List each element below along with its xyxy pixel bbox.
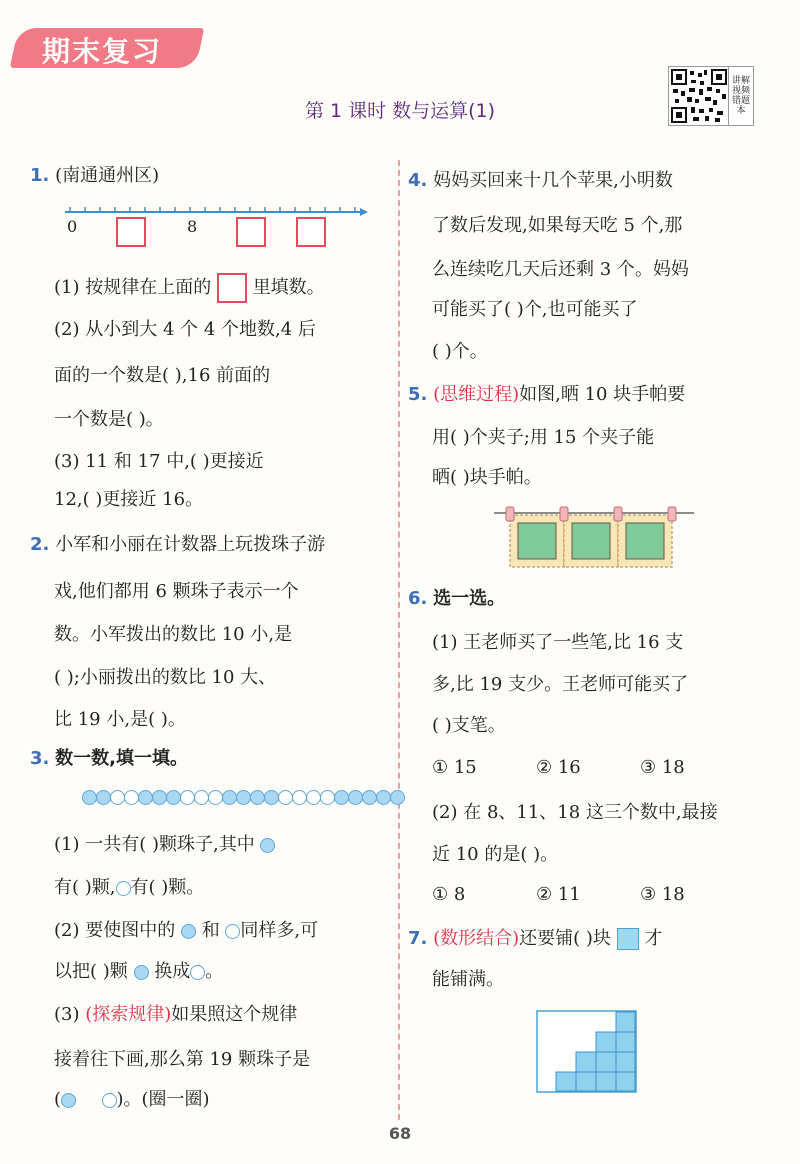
q2-line3: 数。小军拨出的数比 10 小,是 [54, 624, 293, 645]
q1-part2-line2: 面的一个数是( ),16 前面的 [54, 365, 271, 386]
q2-line1 [30, 535, 325, 555]
filled-bead-choice[interactable] [61, 1093, 76, 1108]
q5-text1: 如图,晒 10 块手帕要 [519, 384, 686, 405]
q6-number: 6. [408, 588, 428, 609]
q4-line5: ( )个。 [432, 341, 488, 362]
filled-bead [348, 790, 363, 805]
q1-part3-line2: 12,( )更接近 16。 [54, 489, 204, 510]
empty-bead [110, 790, 125, 805]
empty-bead [208, 790, 223, 805]
q6-header [408, 589, 505, 609]
filled-bead [250, 790, 265, 805]
q3-part2-line2 [54, 962, 223, 982]
empty-bead [292, 790, 307, 805]
q7-number: 7. [408, 928, 428, 949]
empty-bead-icon [116, 881, 131, 896]
q6-options2-c[interactable]: ③ 18 [640, 884, 685, 905]
q3-choice-open: ( [54, 1089, 62, 1110]
filled-bead [138, 790, 153, 805]
filled-bead [166, 790, 181, 805]
filled-bead-icon [260, 838, 275, 853]
number-line [60, 200, 370, 250]
q4-line3: 么连续吃几天后还剩 3 个。妈妈 [432, 259, 689, 280]
q3-part2-swap: 换成 [154, 961, 191, 982]
q3-choice-close: )。(圈一圈) [116, 1089, 210, 1110]
empty-bead [306, 790, 321, 805]
q3-part3-number: (3) [54, 1004, 80, 1025]
filled-bead [334, 790, 349, 805]
q5-tag: (思维过程) [433, 384, 520, 405]
q6-options1-a[interactable]: ① 15 [432, 757, 477, 778]
q3-part3-text: 如果照这个规律 [171, 1004, 298, 1025]
answer-box-3 [297, 218, 325, 246]
q1-part1-tail: 里填数。 [252, 277, 325, 298]
handkerchief-illustration [494, 505, 694, 571]
q6-options2-b[interactable]: ② 11 [536, 884, 581, 905]
empty-bead-icon [225, 924, 240, 939]
filled-bead [96, 790, 111, 805]
q2-number: 2. [30, 534, 50, 555]
empty-bead [194, 790, 209, 805]
q6-title: 选一选。 [433, 588, 506, 609]
handkerchief-2 [564, 515, 618, 567]
empty-bead [278, 790, 293, 805]
qr-code-icon[interactable] [668, 66, 730, 126]
column-divider [398, 160, 400, 1120]
empty-bead [320, 790, 335, 805]
handkerchief-3 [618, 515, 672, 567]
q6-options2-a[interactable]: ① 8 [432, 884, 466, 905]
filled-bead [264, 790, 279, 805]
q6-part1-line1: (1) 王老师买了一些笔,比 16 支 [432, 632, 684, 653]
answer-box-1 [117, 218, 145, 246]
q5-line1 [408, 385, 685, 405]
q2-line4: ( );小丽拨出的数比 10 大、 [54, 667, 277, 688]
q7-text2: 才 [644, 928, 663, 949]
qr-label: 讲解视频错题本 [728, 66, 754, 126]
q3-part3-line3 [54, 1090, 210, 1110]
q1-part2-line1: (2) 从小到大 4 个 4 个地数,4 后 [54, 319, 316, 340]
tiling-figure [536, 1010, 638, 1094]
q3-part2-text2: 以把( )颗 [54, 961, 128, 982]
q6-part2-line2: 近 10 的是( )。 [432, 844, 559, 865]
q6-options1-b[interactable]: ② 16 [536, 757, 581, 778]
filled-bead-icon [181, 924, 196, 939]
bead-row [82, 790, 404, 805]
q1-part1 [54, 273, 325, 303]
q3-part2-text: (2) 要使图中的 [54, 920, 176, 941]
handkerchief-1 [510, 515, 564, 567]
q2-text1: 小军和小丽在计数器上玩拨珠子游 [55, 534, 326, 555]
filled-bead [222, 790, 237, 805]
lesson-title: 第 1 课时 数与运算(1) [304, 100, 496, 122]
filled-bead-icon [134, 965, 149, 980]
example-box [217, 273, 247, 303]
q4-line1 [408, 171, 673, 191]
q2-line5: 比 19 小,是( )。 [54, 709, 186, 730]
tick-label-8: 8 [187, 217, 198, 236]
q6-part1-line2: 多,比 19 支少。王老师可能买了 [432, 674, 689, 695]
q7-text1: 还要铺( )块 [519, 928, 611, 949]
q1-number: 1. [30, 165, 50, 186]
q3-part1-line2 [54, 878, 204, 898]
q2-line2: 戏,他们都用 6 颗珠子表示一个 [54, 581, 299, 602]
q1-source: (南通通州区) [55, 165, 160, 186]
tile-icon [617, 928, 639, 950]
q3-title: 数一数,填一填。 [55, 748, 188, 769]
q7-line1 [408, 928, 662, 950]
q5-line2: 用( )个夹子;用 15 个夹子能 [432, 427, 655, 448]
q3-part1-line1 [54, 835, 275, 855]
q1-header [30, 166, 159, 186]
q1-part3-line1: (3) 11 和 17 中,( )更接近 [54, 451, 264, 472]
q4-text1: 妈妈买回来十几个苹果,小明数 [433, 170, 673, 191]
filled-bead [236, 790, 251, 805]
q3-part3-line1 [54, 1005, 297, 1025]
page-number: 68 [388, 1124, 412, 1143]
q3-part1-count-empty: 有( )颗。 [130, 877, 205, 898]
q3-part3-tag: (探索规律) [85, 1004, 172, 1025]
empty-bead [124, 790, 139, 805]
q1-part1-text: (1) 按规律在上面的 [54, 277, 212, 298]
q3-part1-text: (1) 一共有( )颗珠子,其中 [54, 834, 255, 855]
tick-label-0: 0 [67, 217, 78, 236]
q1-part2-line3: 一个数是( )。 [54, 409, 164, 430]
q6-part1-line3: ( )支笔。 [432, 715, 506, 736]
q4-number: 4. [408, 170, 428, 191]
q3-part2-and: 和 [201, 920, 220, 941]
filled-bead [82, 790, 97, 805]
q3-part2-line1 [54, 921, 318, 941]
filled-bead [390, 790, 405, 805]
q3-part2-tail: 同样多,可 [240, 920, 319, 941]
empty-bead-choice[interactable] [102, 1093, 117, 1108]
section-title: 期末复习 [42, 35, 163, 68]
q3-header [30, 749, 188, 769]
filled-bead [152, 790, 167, 805]
q4-line4: 可能买了( )个,也可能买了 [432, 299, 638, 320]
answer-box-2 [237, 218, 265, 246]
q3-part3-line2: 接着往下画,那么第 19 颗珠子是 [54, 1049, 311, 1070]
q3-part2-end: 。 [205, 961, 224, 982]
q6-part2-line1: (2) 在 8、11、18 这三个数中,最接 [432, 802, 718, 823]
q5-number: 5. [408, 384, 428, 405]
filled-bead [376, 790, 391, 805]
q7-tag: (数形结合) [433, 928, 520, 949]
empty-bead-icon [190, 965, 205, 980]
q3-part1-count-filled: 有( )颗, [54, 877, 116, 898]
q6-options1-c[interactable]: ③ 18 [640, 757, 685, 778]
q4-line2: 了数后发现,如果每天吃 5 个,那 [432, 215, 683, 236]
filled-bead [362, 790, 377, 805]
empty-bead [180, 790, 195, 805]
q5-line3: 晒( )块手帕。 [432, 467, 542, 488]
q3-number: 3. [30, 748, 50, 769]
q7-line2: 能铺满。 [432, 969, 504, 990]
